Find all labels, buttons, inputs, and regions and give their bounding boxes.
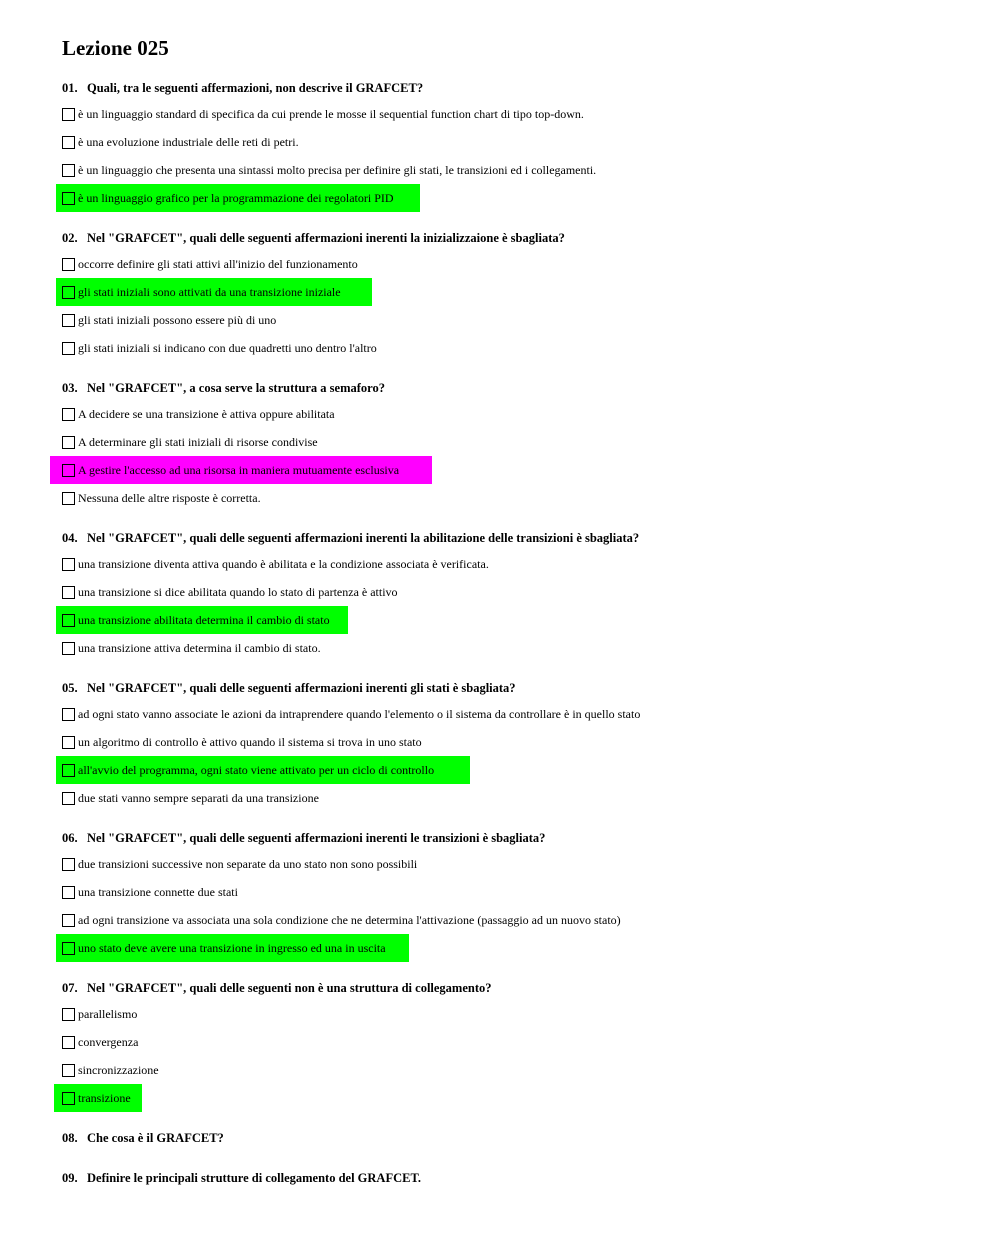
answer-text: due transizioni successive non separate da uno stato non sono possibili: [78, 857, 418, 871]
answer-text: occorre definire gli stati attivi all'inizio del funzionamento: [78, 257, 358, 271]
checkbox[interactable]: [62, 408, 75, 421]
answer-text: gli stati iniziali si indicano con due quadretti uno dentro l'altro: [78, 341, 377, 355]
answer-option[interactable]: [62, 934, 962, 962]
answer-text: ad ogni stato vanno associate le azioni da intraprendere quando l'elemento o il sistema da controllare è in quello stato: [78, 707, 641, 721]
checkbox[interactable]: [62, 642, 75, 655]
question-text: Nel "GRAFCET", quali delle seguenti affermazioni inerenti la inizializzaione è sbagliata?: [87, 231, 565, 245]
answer-text: parallelismo: [78, 1007, 138, 1021]
answer-text: è una evoluzione industriale delle reti di petri.: [78, 135, 299, 149]
spacer: [62, 662, 962, 676]
checkbox[interactable]: [62, 586, 75, 599]
spacer: [62, 212, 962, 226]
spacer: [62, 812, 962, 826]
question-text: Definire le principali strutture di collegamento del GRAFCET.: [87, 1171, 421, 1185]
question-number: 05.: [62, 681, 78, 695]
checkbox[interactable]: [62, 886, 75, 899]
answer-option[interactable]: [62, 306, 962, 334]
question-number: 02.: [62, 231, 78, 245]
question-title: [62, 76, 962, 100]
answer-text: un algoritmo di controllo è attivo quando il sistema si trova in uno stato: [78, 735, 422, 749]
answer-option[interactable]: [62, 484, 962, 512]
answer-option[interactable]: [62, 278, 962, 306]
answer-text: una transizione abilitata determina il cambio di stato: [78, 613, 330, 627]
spacer: [62, 512, 962, 526]
answer-option[interactable]: [62, 756, 962, 784]
answer-option[interactable]: [62, 428, 962, 456]
answer-option[interactable]: [62, 1084, 962, 1112]
checkbox[interactable]: [62, 342, 75, 355]
checkbox[interactable]: [62, 108, 75, 121]
answer-text: gli stati iniziali possono essere più di uno: [78, 313, 277, 327]
answer-option[interactable]: [62, 578, 962, 606]
question-text: Quali, tra le seguenti affermazioni, non descrive il GRAFCET?: [87, 81, 424, 95]
answer-option[interactable]: [62, 784, 962, 812]
question-text: Nel "GRAFCET", quali delle seguenti non è una struttura di collegamento?: [87, 981, 492, 995]
answer-option[interactable]: [62, 700, 962, 728]
answer-option[interactable]: [62, 906, 962, 934]
question-title: [62, 376, 962, 400]
answer-text: Nessuna delle altre risposte è corretta.: [78, 491, 261, 505]
checkbox[interactable]: [62, 314, 75, 327]
question-number: 07.: [62, 981, 78, 995]
question-5: [62, 676, 962, 826]
answer-option[interactable]: [62, 100, 962, 128]
spacer: [62, 962, 962, 976]
page-title: Lezione 025: [62, 36, 169, 60]
question-number: 01.: [62, 81, 78, 95]
question-number: 09.: [62, 1171, 78, 1185]
answer-text: A determinare gli stati iniziali di risorse condivise: [78, 435, 318, 449]
question-number: 03.: [62, 381, 78, 395]
checkbox[interactable]: [62, 164, 75, 177]
question-2: [62, 226, 962, 376]
question-3: [62, 376, 962, 526]
question-6: [62, 826, 962, 976]
question-text: Nel "GRAFCET", quali delle seguenti affermazioni inerenti gli stati è sbagliata?: [87, 681, 516, 695]
question-4: [62, 526, 962, 676]
checkbox[interactable]: [62, 464, 75, 477]
checkbox[interactable]: [62, 614, 75, 627]
question-text: Nel "GRAFCET", a cosa serve la struttura a semaforo?: [87, 381, 385, 395]
checkbox[interactable]: [62, 436, 75, 449]
answer-text: una transizione si dice abilitata quando lo stato di partenza è attivo: [78, 585, 398, 599]
answer-text: transizione: [78, 1091, 131, 1105]
answer-text: una transizione diventa attiva quando è abilitata e la condizione associata è verificata.: [78, 557, 489, 571]
answer-option[interactable]: [62, 728, 962, 756]
checkbox[interactable]: [62, 286, 75, 299]
answer-text: convergenza: [78, 1035, 139, 1049]
question-list: [62, 76, 962, 1126]
answer-option[interactable]: [62, 128, 962, 156]
question-7: [62, 976, 962, 1126]
checkbox[interactable]: [62, 558, 75, 571]
answer-option[interactable]: [62, 156, 962, 184]
checkbox[interactable]: [62, 258, 75, 271]
answer-option[interactable]: [62, 606, 962, 634]
spacer: [62, 1112, 962, 1126]
answer-option[interactable]: [62, 1056, 962, 1084]
question-number: 06.: [62, 831, 78, 845]
question-text: Nel "GRAFCET", quali delle seguenti affermazioni inerenti la abilitazione delle transizioni è sbagliata?: [87, 531, 640, 545]
checkbox[interactable]: [62, 942, 75, 955]
answer-option[interactable]: [62, 184, 962, 212]
answer-option[interactable]: [62, 250, 962, 278]
checkbox[interactable]: [62, 492, 75, 505]
question-title: [62, 976, 962, 1000]
open-question-2: [62, 1166, 962, 1206]
question-1: [62, 76, 962, 226]
answer-text: una transizione attiva determina il cambio di stato.: [78, 641, 321, 655]
open-question-1: [62, 1126, 962, 1166]
document-page: [62, 34, 962, 1206]
answer-text: due stati vanno sempre separati da una transizione: [78, 791, 319, 805]
question-title: [62, 826, 962, 850]
question-number: 04.: [62, 531, 78, 545]
question-title: [62, 526, 962, 550]
checkbox[interactable]: [62, 1092, 75, 1105]
answer-text: A gestire l'accesso ad una risorsa in maniera mutuamente esclusiva: [78, 463, 400, 477]
checkbox[interactable]: [62, 1008, 75, 1021]
checkbox[interactable]: [62, 764, 75, 777]
question-text: Nel "GRAFCET", quali delle seguenti affermazioni inerenti le transizioni è sbagliata?: [87, 831, 546, 845]
answer-option[interactable]: [62, 878, 962, 906]
answer-text: A decidere se una transizione è attiva oppure abilitata: [78, 407, 335, 421]
question-title: [62, 226, 962, 250]
checkbox[interactable]: [62, 1036, 75, 1049]
checkbox[interactable]: [62, 858, 75, 871]
checkbox[interactable]: [62, 914, 75, 927]
question-number: 08.: [62, 1131, 78, 1145]
answer-text: all'avvio del programma, ogni stato viene attivato per un ciclo di controllo: [78, 763, 435, 777]
answer-text: ad ogni transizione va associata una sola condizione che ne determina l'attivazione (passaggio ad un nuovo stato): [78, 913, 621, 927]
answer-option[interactable]: [62, 456, 962, 484]
answer-option[interactable]: [62, 634, 962, 662]
question-text: Che cosa è il GRAFCET?: [87, 1131, 224, 1145]
checkbox[interactable]: [62, 192, 75, 205]
checkbox[interactable]: [62, 1064, 75, 1077]
answer-option[interactable]: [62, 550, 962, 578]
checkbox[interactable]: [62, 792, 75, 805]
open-question-list: [62, 1126, 962, 1206]
answer-text: uno stato deve avere una transizione in ingresso ed una in uscita: [78, 941, 386, 955]
answer-text: gli stati iniziali sono attivati da una transizione iniziale: [78, 285, 341, 299]
answer-option[interactable]: [62, 1000, 962, 1028]
answer-text: è un linguaggio standard di specifica da cui prende le mosse il sequential function chart di tipo top-down.: [78, 107, 584, 121]
question-title: [62, 676, 962, 700]
answer-text: è un linguaggio che presenta una sintassi molto precisa per definire gli stati, le transizioni ed i collegamenti.: [78, 163, 597, 177]
answer-option[interactable]: [62, 1028, 962, 1056]
checkbox[interactable]: [62, 736, 75, 749]
spacer: [62, 362, 962, 376]
checkbox[interactable]: [62, 708, 75, 721]
checkbox[interactable]: [62, 136, 75, 149]
answer-text: una transizione connette due stati: [78, 885, 238, 899]
answer-option[interactable]: [62, 850, 962, 878]
answer-text: è un linguaggio grafico per la programmazione dei regolatori PID: [78, 191, 394, 205]
answer-text: sincronizzazione: [78, 1063, 159, 1077]
answer-option[interactable]: [62, 400, 962, 428]
answer-option[interactable]: [62, 334, 962, 362]
